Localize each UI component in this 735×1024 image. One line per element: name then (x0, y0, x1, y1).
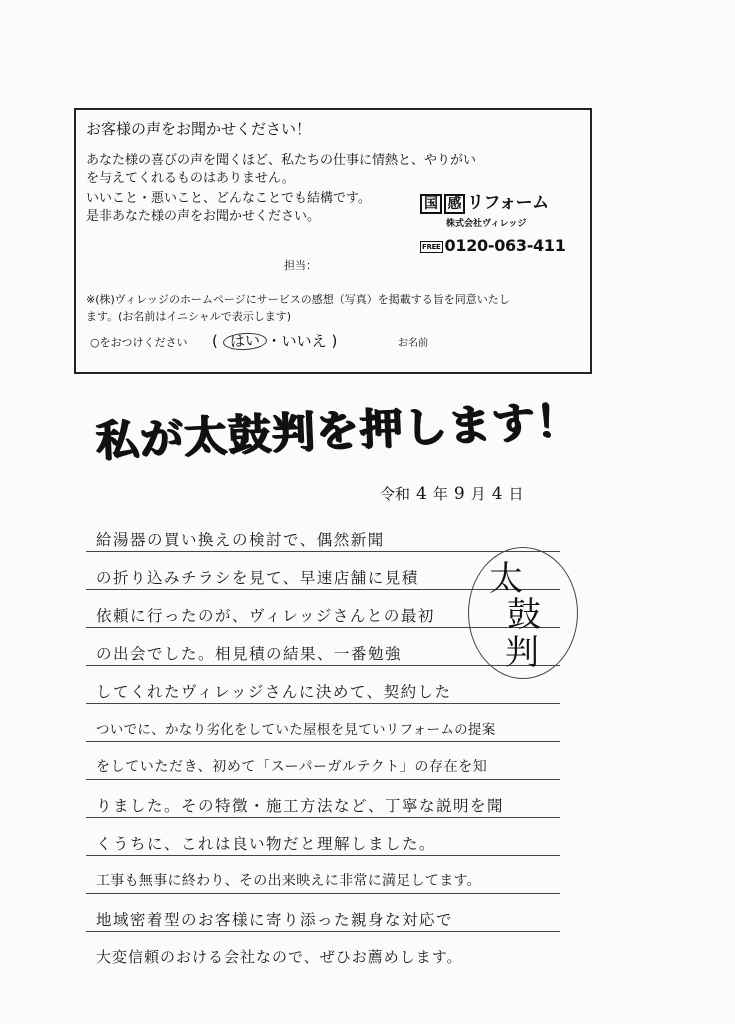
taikoban-stamp (468, 547, 578, 679)
ruled-line (86, 741, 560, 742)
stamp-char: 太 (489, 559, 523, 599)
testimonial-line: 給湯器の買い換えの検討で、偶然新聞 (96, 531, 385, 549)
brand-logo (420, 188, 549, 214)
date-year-unit: 年 (432, 485, 448, 503)
phone-number (420, 236, 566, 255)
choice-bracket: ( (212, 332, 218, 350)
brand-logo-mark: 国 (420, 194, 442, 214)
intro-line: 是非あなた様の声をお聞かせください。 (86, 209, 321, 224)
consent-choice (212, 333, 337, 350)
testimonial-line: ついでに、かなり劣化をしていた屋根を見ていリフォームの提案 (96, 722, 496, 738)
choice-bracket: ) (331, 332, 338, 350)
ruled-line (86, 893, 560, 894)
ruled-line (86, 551, 560, 552)
date (380, 483, 524, 504)
choice-separator: ・ (266, 332, 282, 350)
testimonial-line: をしていただき、初めて「スーパーガルテクト」の存在を知 (96, 759, 488, 775)
ruled-line (86, 779, 560, 780)
ruled-line (86, 703, 560, 704)
intro-line: いいこと・悪いこと、どんなことでも結構です。 (86, 191, 371, 206)
date-era: 令和 (380, 485, 411, 503)
name-label: お名前 (398, 338, 428, 349)
form-heading: お客様の声をお聞かせください！ (86, 120, 312, 138)
circle-instruction: ○をおつけください (90, 336, 188, 349)
date-month-unit: 月 (470, 485, 486, 503)
page-title: 私が太鼓判を押します！ (95, 395, 581, 467)
testimonial-line: 依頼に行ったのが、ヴィレッジさんとの最初 (96, 607, 435, 625)
choice-no: いいえ (281, 332, 327, 350)
testimonial-line: くうちに、これは良い物だと理解しました。 (96, 835, 437, 853)
customer-voice-form (74, 108, 592, 374)
date-year: 4 (416, 484, 427, 504)
staff-label: 担当： (284, 259, 317, 272)
phone-digits: 0120-063-411 (444, 236, 566, 255)
intro-line: あなた様の喜びの声を聞くほど、私たちの仕事に情熱と、やりがい (86, 153, 477, 168)
testimonial-line: の折り込みチラシを見て、早速店舗に見積 (96, 569, 419, 587)
choice-yes-circled: はい (222, 332, 267, 351)
testimonial-line: 大変信頼のおける会社なので、ぜひお薦めします。 (96, 948, 463, 966)
date-day: 4 (491, 484, 503, 504)
stamp-char: 判 (505, 633, 539, 673)
consent-text: ※(株)ヴィレッジのホームページにサービスの感想（写真）を掲載する旨を同意いたし (86, 293, 510, 306)
date-month: 9 (453, 484, 465, 504)
stamp-char: 鼓 (507, 595, 541, 635)
testimonial-line: してくれたヴィレッジさんに決めて、契約した (96, 683, 452, 701)
consent-text: ます。(お名前はイニシャルで表示します) (86, 310, 292, 323)
intro-line: を与えてくれるものはありません。 (86, 171, 295, 186)
testimonial-line: の出会でした。相見積の結果、一番勉強 (96, 645, 403, 663)
date-day-unit: 日 (508, 485, 524, 503)
free-dial-icon: FREE (422, 242, 441, 251)
ruled-line (86, 931, 560, 932)
testimonial-line: 地域密着型のお客様に寄り添った親身な対応で (96, 911, 454, 929)
brand-logo-text: リフォーム (467, 193, 549, 213)
ruled-line (86, 817, 560, 818)
company-name: 株式会社ヴィレッジ (446, 219, 527, 229)
testimonial-line: 工事も無事に終わり、その出来映えに非常に満足してます。 (96, 873, 481, 889)
ruled-line (86, 855, 560, 856)
testimonial-line: りました。その特徴・施工方法など、丁寧な説明を聞 (96, 797, 505, 815)
brand-logo-mark: 感 (444, 194, 466, 214)
